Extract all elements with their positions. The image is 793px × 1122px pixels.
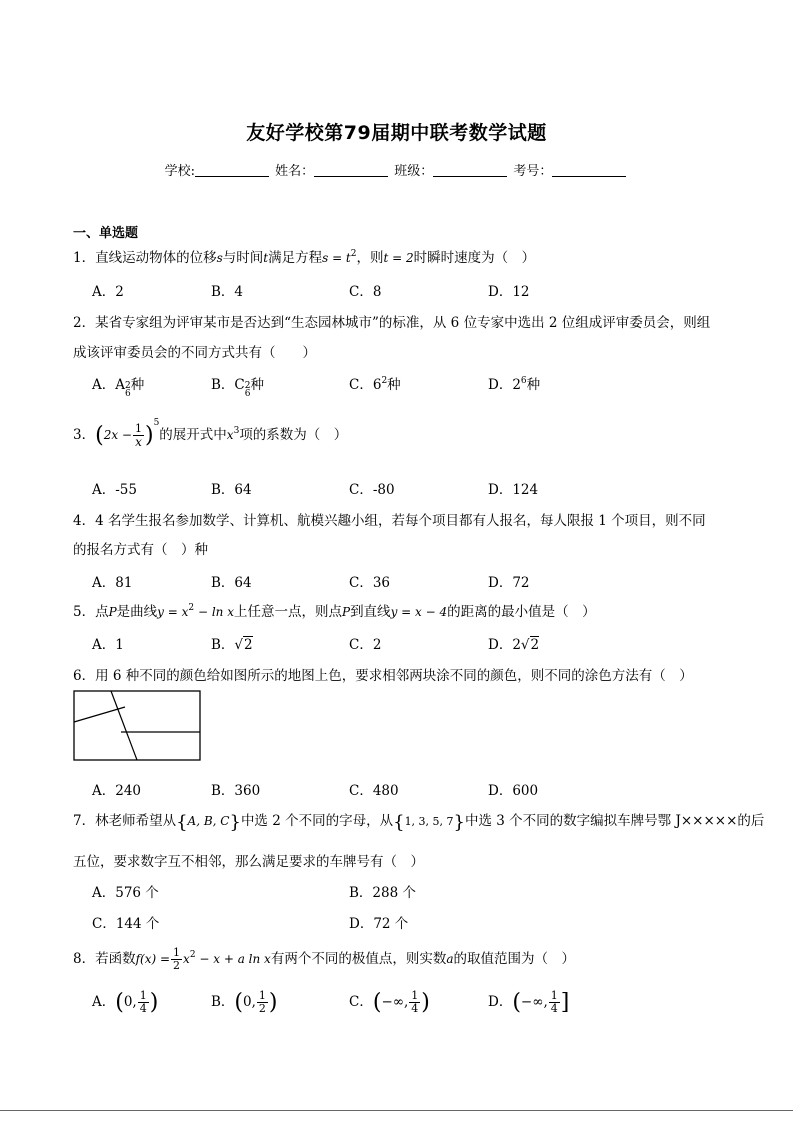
q3-term: x xyxy=(226,428,234,442)
q3-fraction xyxy=(133,423,144,448)
q1-option-a[interactable]: A．2 xyxy=(92,284,124,300)
question-7-line-1 xyxy=(73,809,764,833)
question-7-line-2: 五位，要求数字互不相邻，那么满足要求的车牌号有（ ） xyxy=(73,854,424,870)
q6-option-d[interactable]: D．600 xyxy=(488,783,539,799)
number-label: 考号： xyxy=(513,164,553,179)
q5-a-val: 1 xyxy=(115,637,124,653)
q8-c-l: ( xyxy=(372,990,382,1015)
q5-b-label: B． xyxy=(211,637,235,653)
q5-point-2: P xyxy=(341,605,351,619)
question-8 xyxy=(73,947,575,972)
q1-s: s xyxy=(216,251,223,265)
q3-frac-den: x xyxy=(135,435,142,449)
q8-c-label: C． xyxy=(349,994,373,1010)
question-3 xyxy=(73,418,347,448)
q2-b-sup: 2 xyxy=(244,381,251,391)
q5-curve-exp: 2 xyxy=(188,603,195,613)
q2-option-a[interactable] xyxy=(92,373,144,398)
question-5 xyxy=(73,600,596,620)
q3-number: 3． xyxy=(73,427,96,443)
q7-brace-open: { xyxy=(176,812,188,833)
q5-d-val: 2 xyxy=(512,637,521,653)
q3-term-exp: 3 xyxy=(233,426,240,436)
q6-option-c[interactable]: C．480 xyxy=(349,783,399,799)
q2-a-unit: 种 xyxy=(130,377,145,393)
q2-c-unit: 种 xyxy=(387,377,401,393)
q8-d-n: 1 xyxy=(550,989,558,1002)
q8-b-r: ) xyxy=(268,990,278,1015)
q8-b-start: 0, xyxy=(243,994,256,1010)
q8-fraction xyxy=(171,947,182,972)
q1-text5: 时瞬时速度为（ ） xyxy=(413,250,536,266)
q2-a-label: A． xyxy=(92,377,116,393)
q8-function: f(x) = xyxy=(135,952,171,966)
q8-a-r: ) xyxy=(149,990,159,1015)
q5-c-label: C． xyxy=(349,637,373,653)
q1-t: t xyxy=(263,251,269,265)
q5-d-label: D． xyxy=(488,637,513,653)
school-blank[interactable] xyxy=(195,164,269,177)
q8-option-b[interactable] xyxy=(211,990,278,1015)
q8-text3: 的取值范围为（ ） xyxy=(453,951,575,967)
q1-text4: ，则 xyxy=(356,250,384,266)
q3-right-paren: ) xyxy=(144,423,154,448)
q5-option-c[interactable] xyxy=(349,633,381,653)
question-2-line-1: 2．某省专家组为评审某市是否达到“生态园林城市”的标准，从 6 位专家中选出 2 位组成评审委员会，则组 xyxy=(73,315,711,331)
class-blank[interactable] xyxy=(433,164,507,177)
map-figure xyxy=(73,690,201,761)
q7-text2: 中选 2 个不同的字母，从 xyxy=(240,813,394,829)
q7-option-a[interactable]: A．576 个 xyxy=(92,885,159,901)
q5-text4: 到直线 xyxy=(350,604,391,620)
q2-d-unit: 种 xyxy=(526,377,541,393)
q2-b-base: C xyxy=(234,377,245,393)
q2-b-sub: 6 xyxy=(244,389,251,399)
q5-b-sqrt: 2 xyxy=(244,637,253,653)
q7-set2: 1, 3, 5, 7 xyxy=(404,815,454,828)
q4-option-d[interactable]: D．72 xyxy=(488,575,530,591)
q2-c-base: 6 xyxy=(372,377,382,393)
q8-d-frac xyxy=(549,990,560,1015)
q8-d-label: D． xyxy=(488,994,513,1010)
student-info-row xyxy=(0,160,793,179)
q8-d-d: 4 xyxy=(550,1002,558,1015)
question-4-line-1: 4．4 名学生报名参加数学、计算机、航模兴趣小组，若每个项目都有人报名，每人限报 1 个项目，则不同 xyxy=(73,513,706,529)
q5-c-val: 2 xyxy=(372,637,382,653)
sqrt-icon: √ xyxy=(520,637,530,653)
q8-frac-num: 1 xyxy=(173,946,181,959)
map-border xyxy=(74,691,200,760)
q5-option-b[interactable] xyxy=(211,633,253,653)
footer-divider xyxy=(0,1110,793,1111)
q4-option-c[interactable]: C．36 xyxy=(349,575,391,591)
q2-d-label: D． xyxy=(488,377,513,393)
q8-b-n: 1 xyxy=(258,989,266,1002)
q8-tail: − x + a ln x xyxy=(195,952,271,966)
school-label: 学校: xyxy=(164,164,195,179)
q6-option-b[interactable]: B．360 xyxy=(211,783,261,799)
q2-b-label: B． xyxy=(211,377,235,393)
q2-option-c[interactable] xyxy=(349,373,401,393)
section-heading: 一、单选题 xyxy=(73,226,139,241)
q7-brace-open-2: { xyxy=(393,812,405,833)
q1-text2: 与时间 xyxy=(222,250,264,266)
q7-option-c[interactable]: C．144 个 xyxy=(92,916,160,932)
q3-expression: 2x − xyxy=(103,428,132,442)
q8-d-r: ] xyxy=(560,990,570,1015)
q8-a-label: A． xyxy=(92,994,116,1010)
q1-exponent: 2 xyxy=(350,249,357,259)
q8-text2: 有两个不同的极值点，则实数 xyxy=(270,951,447,967)
q1-option-c[interactable]: C．8 xyxy=(349,284,382,300)
q7-text3: 中选 3 个不同的数字编拟车牌号鄂 J×××××的后 xyxy=(465,813,765,829)
q8-a-l: ( xyxy=(115,990,124,1015)
q1-time: t = 2 xyxy=(383,251,414,265)
q8-b-l: ( xyxy=(234,990,244,1015)
exam-title: 友好学校第79届期中联考数学试题 xyxy=(246,122,547,144)
question-4-line-2: 的报名方式有（ ）种 xyxy=(73,542,208,558)
q7-text: 7．林老师希望从 xyxy=(73,813,177,829)
q4-option-b[interactable]: B．64 xyxy=(211,575,252,591)
q6-option-a[interactable]: A．240 xyxy=(92,783,142,799)
q3-option-b[interactable]: B．64 xyxy=(211,482,252,498)
q8-c-frac xyxy=(409,990,420,1015)
q2-c-sup: 2 xyxy=(381,376,388,386)
class-label: 班级： xyxy=(394,164,434,179)
q7-option-d[interactable]: D．72 个 xyxy=(349,916,409,932)
q7-set1: A, B, C xyxy=(187,814,230,828)
q8-a: a xyxy=(446,952,454,966)
q1-text3: 满足方程 xyxy=(268,250,323,266)
q5-a-label: A． xyxy=(92,637,116,653)
q5-text: 5．点 xyxy=(73,604,109,620)
q3-power: 5 xyxy=(153,418,160,428)
q5-text5: 的距离的最小值是（ ） xyxy=(447,604,596,620)
q2-option-b[interactable] xyxy=(211,373,264,398)
q5-curve: y = x xyxy=(157,605,189,619)
q2-d-base: 2 xyxy=(512,377,521,393)
q1-option-d[interactable]: D．12 xyxy=(488,284,530,300)
q8-b-d: 2 xyxy=(258,1002,266,1015)
q1-option-b[interactable]: B．4 xyxy=(211,284,244,300)
q2-a-base: A xyxy=(115,377,125,393)
q2-c-label: C． xyxy=(349,377,373,393)
q5-curve-tail: − ln x xyxy=(194,605,234,619)
q8-c-d: 4 xyxy=(411,1002,419,1015)
q8-frac-den: 2 xyxy=(173,959,181,972)
q5-line: y = x − 4 xyxy=(390,605,448,619)
q3-left-paren: ( xyxy=(95,423,104,448)
q8-a-frac xyxy=(138,990,149,1015)
q3-option-d[interactable]: D．124 xyxy=(488,482,539,498)
q3-option-c[interactable]: C．-80 xyxy=(349,482,395,498)
name-label: 姓名： xyxy=(275,164,315,179)
q4-option-a[interactable]: A．81 xyxy=(92,575,133,591)
q5-point: P xyxy=(108,605,117,619)
q8-option-c[interactable] xyxy=(349,990,430,1015)
sqrt-icon: √ xyxy=(234,637,244,653)
name-blank[interactable] xyxy=(314,164,388,177)
q5-text2: 是曲线 xyxy=(116,604,158,620)
q8-d-start: −∞, xyxy=(520,994,548,1010)
number-blank[interactable] xyxy=(552,164,626,177)
q1-text: 1．直线运动物体的位移 xyxy=(73,250,217,266)
q2-a-sub: 6 xyxy=(125,389,131,399)
q5-text3: 上任意一点，则点 xyxy=(233,604,342,620)
q7-option-b[interactable]: B．288 个 xyxy=(349,885,416,901)
q8-b-frac xyxy=(257,990,268,1015)
q3-frac-num: 1 xyxy=(134,422,142,435)
q8-exp: 2 xyxy=(189,950,196,960)
q8-text: 8．若函数 xyxy=(73,951,136,967)
q8-c-start: −∞, xyxy=(381,994,409,1010)
q2-d-sup: 6 xyxy=(520,376,527,386)
q1-equation: s = t xyxy=(322,251,351,265)
q5-option-d[interactable] xyxy=(488,633,539,653)
q2-b-unit: 种 xyxy=(250,377,264,393)
q8-d-l: ( xyxy=(512,990,521,1015)
q3-text: 的展开式中 xyxy=(159,427,227,443)
q8-option-a[interactable] xyxy=(92,990,158,1015)
question-1 xyxy=(73,246,535,266)
q5-d-sqrt: 2 xyxy=(530,637,540,653)
question-2-line-2: 成该评审委员会的不同方式共有（ ） xyxy=(73,345,316,361)
q8-a-n: 1 xyxy=(139,989,147,1002)
q8-x: x xyxy=(183,952,190,966)
q3-option-a[interactable]: A．-55 xyxy=(92,482,137,498)
q3-text2: 项的系数为（ ） xyxy=(239,427,348,443)
question-6: 6．用 6 种不同的颜色给如图所示的地图上色，要求相邻两块涂不同的颜色，则不同的涂色方法有（ ） xyxy=(73,668,693,684)
q2-a-sup: 2 xyxy=(125,381,131,391)
q5-option-a[interactable] xyxy=(92,633,124,653)
q7-brace-close: } xyxy=(229,812,241,833)
q8-a-d: 4 xyxy=(139,1002,147,1015)
q8-b-label: B． xyxy=(211,994,235,1010)
map-line-2 xyxy=(111,691,137,760)
q8-a-start: 0, xyxy=(123,994,137,1010)
q8-c-n: 1 xyxy=(411,989,419,1002)
q8-option-d[interactable] xyxy=(488,990,569,1015)
q8-c-r: ) xyxy=(421,990,430,1015)
q7-brace-close-2: } xyxy=(453,812,465,833)
q2-option-d[interactable] xyxy=(488,373,540,393)
